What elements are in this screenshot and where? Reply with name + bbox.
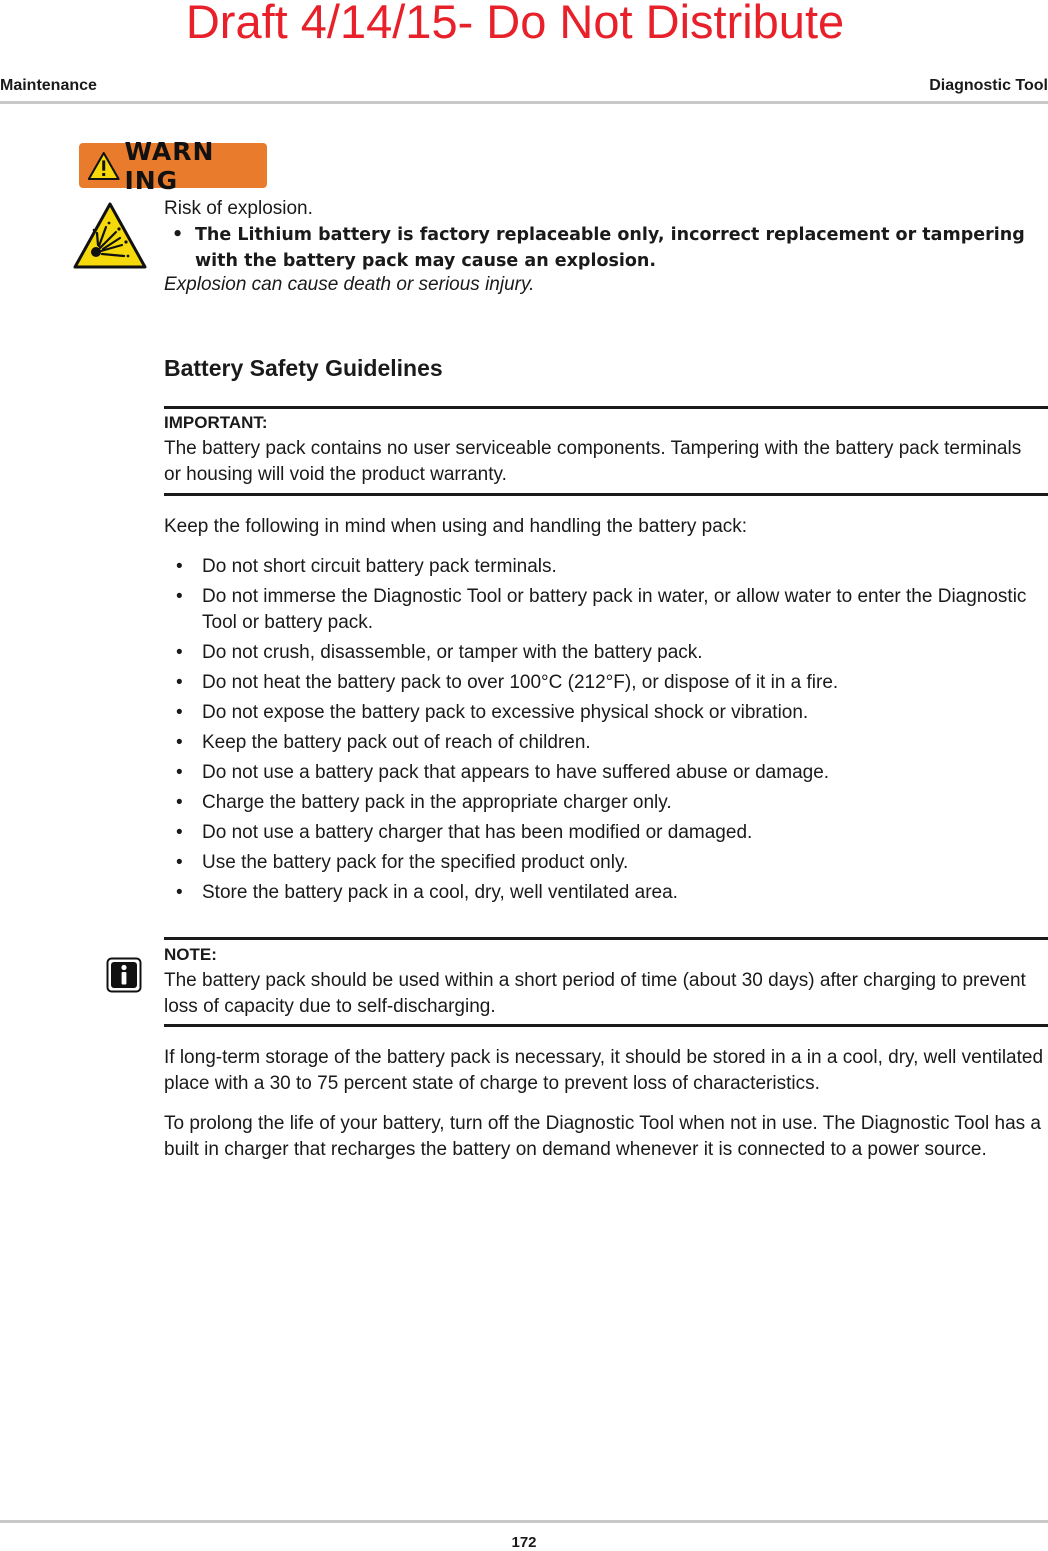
charging-paragraph: To prolong the life of your battery, turn off the Diagnostic Tool when not in use. The Diagnostic Tool has a built in charger that recharges the battery on demand whenever it is connected to a power source. (164, 1113, 1041, 1160)
list-item-text: Charge the battery pack in the appropriate charger only. (202, 792, 672, 813)
list-item (176, 700, 1036, 726)
bullet-marker: • (176, 792, 183, 813)
list-item (176, 640, 1036, 666)
list-item (176, 584, 1036, 636)
bullet-marker: • (176, 586, 183, 607)
guidelines-list (176, 554, 1036, 910)
list-item-text: Do not crush, disassemble, or tamper with the battery pack. (202, 642, 703, 663)
note-bottom-rule (164, 1024, 1048, 1027)
important-title: IMPORTANT: (164, 413, 268, 432)
bullet-marker: • (176, 702, 183, 723)
list-item-text: Do not use a battery pack that appears to have suffered abuse or damage. (202, 762, 830, 783)
header-rule (0, 101, 1048, 104)
list-item (176, 820, 1036, 846)
bullet-marker: • (176, 822, 183, 843)
warning-label: WARN ING (124, 136, 215, 195)
list-item (176, 790, 1036, 816)
storage-paragraph: If long-term storage of the battery pack is necessary, it should be stored in a in a cool, dry, well ventilated place with a 30 to 75 percent state of charge to prevent loss of characteristics. (164, 1047, 1044, 1094)
footer-rule (0, 1520, 1048, 1523)
bullet-marker: • (176, 556, 183, 577)
guidelines-intro: Keep the following in mind when using and handling the battery pack: (164, 516, 748, 537)
important-bottom-rule (164, 493, 1048, 496)
list-item-text: Do not heat the battery pack to over 100°C (212°F), or dispose of it in a fire. (202, 672, 839, 693)
list-item-text: Do not immerse the Diagnostic Tool or battery pack in water, or allow water to enter the Diagnostic Tool or battery pack. (202, 586, 1027, 633)
warning-consequence: Explosion can cause death or serious injury. (164, 274, 535, 295)
bullet-marker: • (176, 672, 183, 693)
section-title: Battery Safety Guidelines (164, 355, 443, 381)
list-item-text: Do not short circuit battery pack terminals. (202, 556, 557, 577)
list-item-text: Store the battery pack in a cool, dry, well ventilated area. (202, 882, 678, 903)
important-top-rule (164, 406, 1048, 409)
bullet-marker: • (176, 732, 183, 753)
info-icon (106, 957, 142, 993)
bullet-marker: • (176, 882, 183, 903)
list-item (176, 554, 1036, 580)
list-item-text: Do not use a battery charger that has been modified or damaged. (202, 822, 753, 843)
list-item (176, 730, 1036, 756)
list-item (176, 760, 1036, 786)
warning-triangle-icon (87, 150, 120, 182)
important-body: The battery pack contains no user serviceable components. Tampering with the battery pack terminals or housing will void the product warranty. (164, 438, 1022, 485)
list-item (176, 880, 1036, 906)
note-title: NOTE: (164, 945, 217, 964)
warning-badge (79, 136, 267, 195)
header-product: Diagnostic Tool (929, 77, 1048, 94)
note-body: The battery pack should be used within a short period of time (about 30 days) after charging to prevent loss of capacity due to self-discharging. (164, 970, 1026, 1017)
list-item-text: Use the battery pack for the specified product only. (202, 852, 629, 873)
draft-watermark: Draft 4/14/15- Do Not Distribute (185, 0, 845, 48)
list-item (176, 670, 1036, 696)
list-item (176, 850, 1036, 876)
warning-bullet (172, 222, 1048, 274)
list-item-text: Keep the battery pack out of reach of children. (202, 732, 591, 753)
bullet-marker: • (176, 852, 183, 873)
page-number: 172 (511, 1534, 537, 1551)
bullet-marker: • (176, 642, 183, 663)
warning-bullet-text: The Lithium battery is factory replaceable only, incorrect replacement or tampering with the battery pack may cause an explosion. (195, 225, 1025, 271)
bullet-marker: • (172, 225, 184, 245)
warning-risk-text: Risk of explosion. (164, 198, 313, 219)
bullet-marker: • (176, 762, 183, 783)
note-top-rule (164, 937, 1048, 940)
list-item-text: Do not expose the battery pack to excessive physical shock or vibration. (202, 702, 809, 723)
explosion-hazard-icon (72, 201, 148, 271)
header-section: Maintenance (0, 77, 97, 94)
